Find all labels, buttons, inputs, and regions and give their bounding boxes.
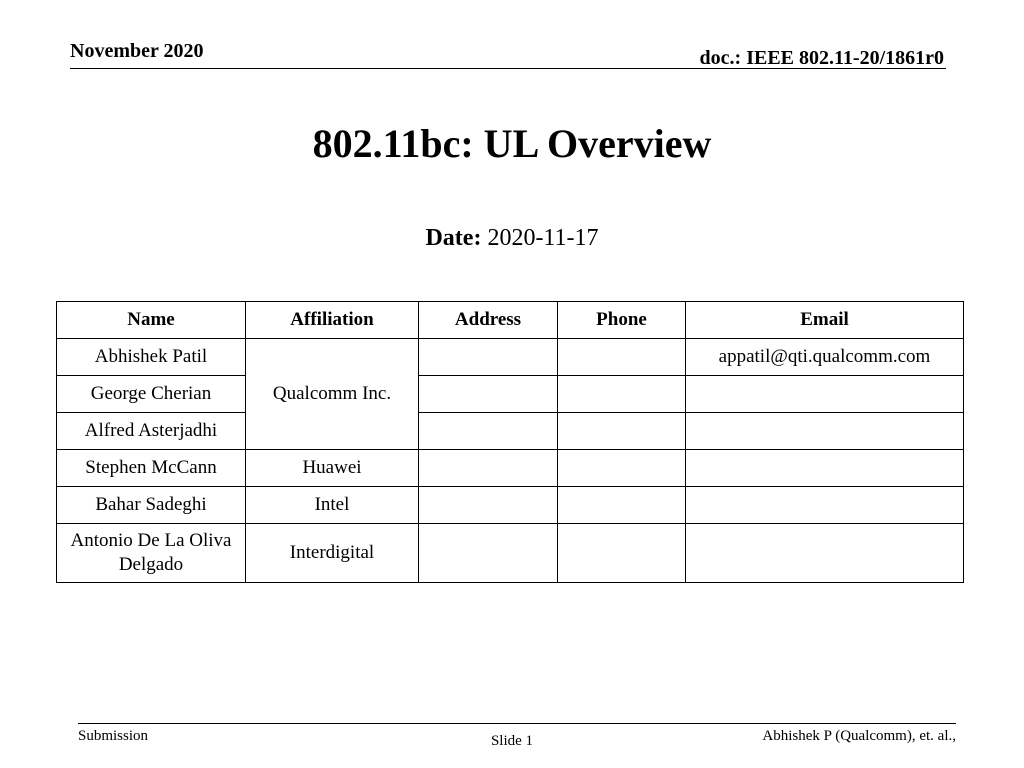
author-phone <box>558 376 686 413</box>
header-date: November 2020 <box>70 40 204 62</box>
author-address <box>419 339 558 376</box>
table-row <box>57 487 964 524</box>
author-name: Bahar Sadeghi <box>57 487 246 524</box>
author-phone <box>558 450 686 487</box>
author-email <box>686 450 964 487</box>
footer-slide-number: Slide 1 <box>490 733 534 749</box>
header-divider <box>70 68 946 69</box>
slide-title: 802.11bc: UL Overview <box>312 121 712 166</box>
authors-table <box>56 301 964 583</box>
author-email <box>686 376 964 413</box>
author-address <box>419 487 558 524</box>
column-header-email: Email <box>686 302 964 339</box>
table-row <box>57 450 964 487</box>
author-address <box>419 413 558 450</box>
author-name: Alfred Asterjadhi <box>57 413 246 450</box>
author-affiliation: Qualcomm Inc. <box>246 339 419 450</box>
author-phone <box>558 487 686 524</box>
author-email <box>686 487 964 524</box>
author-affiliation: Interdigital <box>246 524 419 583</box>
table-row <box>57 524 964 583</box>
footer-submission: Submission <box>78 728 149 744</box>
column-header-name: Name <box>57 302 246 339</box>
author-address <box>419 376 558 413</box>
date-label: Date: <box>425 225 482 251</box>
author-name: Antonio De La Oliva Delgado <box>57 524 246 583</box>
column-header-address: Address <box>419 302 558 339</box>
header-doc-id: doc.: IEEE 802.11-20/1861r0 <box>699 47 944 69</box>
column-header-phone: Phone <box>558 302 686 339</box>
author-name: Abhishek Patil <box>57 339 246 376</box>
table-header-row <box>57 302 964 339</box>
author-email: appatil@qti.qualcomm.com <box>686 339 964 376</box>
table-row <box>57 376 964 413</box>
footer-author: Abhishek P (Qualcomm), et. al., <box>762 728 956 744</box>
footer-divider <box>78 723 956 724</box>
table-row <box>57 413 964 450</box>
author-email <box>686 413 964 450</box>
author-phone <box>558 413 686 450</box>
author-affiliation: Huawei <box>246 450 419 487</box>
date-line <box>0 224 1024 252</box>
author-phone <box>558 524 686 583</box>
author-name: Stephen McCann <box>57 450 246 487</box>
author-email <box>686 524 964 583</box>
author-address <box>419 524 558 583</box>
table-row <box>57 339 964 376</box>
author-phone <box>558 339 686 376</box>
author-name: George Cherian <box>57 376 246 413</box>
date-value: 2020-11-17 <box>487 225 599 251</box>
author-affiliation: Intel <box>246 487 419 524</box>
column-header-affiliation: Affiliation <box>246 302 419 339</box>
author-address <box>419 450 558 487</box>
